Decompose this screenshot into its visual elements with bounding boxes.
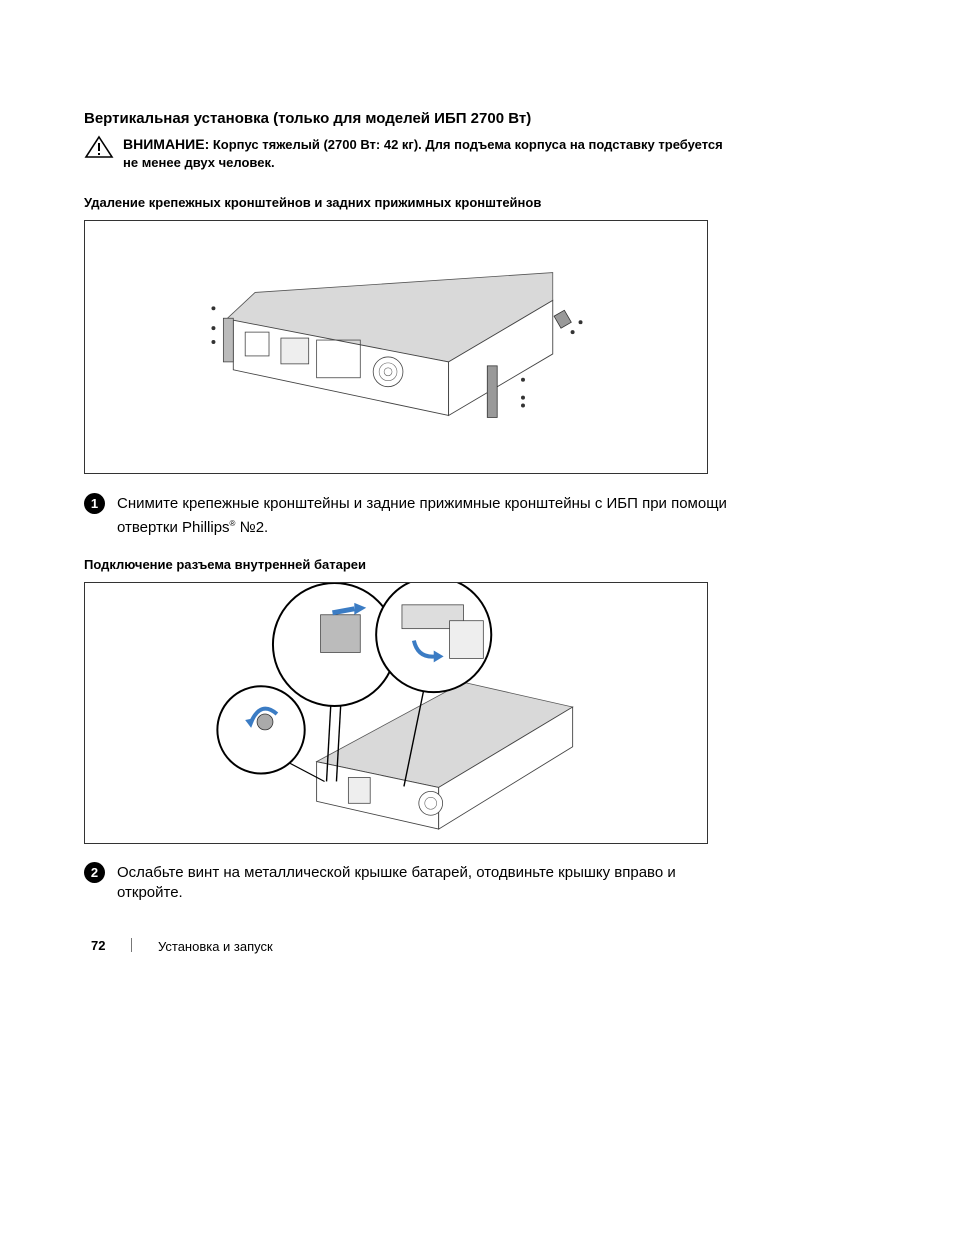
page-number: 72 xyxy=(91,938,106,953)
warning-label: ВНИМАНИЕ: xyxy=(123,136,210,152)
subsection-title-battery: Подключение разъема внутренней батареи xyxy=(84,557,366,572)
battery-connector-illustration xyxy=(85,583,707,843)
warning-icon xyxy=(84,135,114,159)
section-heading: Вертикальная установка (только для моделей ИБП 2700 Вт) xyxy=(84,110,532,127)
step-1-text-end: №2. xyxy=(235,519,269,536)
step-1-text-main: Снимите крепежные кронштейны и задние прижимные кронштейны с ИБП при помощи отвертки Phillips xyxy=(117,495,727,536)
figure-remove-brackets xyxy=(84,220,708,474)
warning-body: Корпус тяжелый (2700 Вт: 42 кг). Для подъема корпуса на подставку требуется не менее двух человек. xyxy=(123,137,723,170)
step-badge-1: 1 xyxy=(84,493,105,514)
step-badge-2: 2 xyxy=(84,862,105,883)
figure-battery-connector xyxy=(84,582,708,844)
step-text-1 xyxy=(117,494,729,538)
footer-divider xyxy=(131,938,132,952)
warning-text xyxy=(123,135,723,172)
registered-mark: ® xyxy=(229,519,236,528)
subsection-title-brackets: Удаление крепежных кронштейнов и задних прижимных кронштейнов xyxy=(84,195,542,210)
ups-brackets-illustration xyxy=(85,221,707,473)
footer-section-name: Установка и запуск xyxy=(158,939,273,954)
step-text-2: Ослабьте винт на металлической крышке батарей, отодвиньте крышку вправо и откройте. xyxy=(117,864,676,901)
